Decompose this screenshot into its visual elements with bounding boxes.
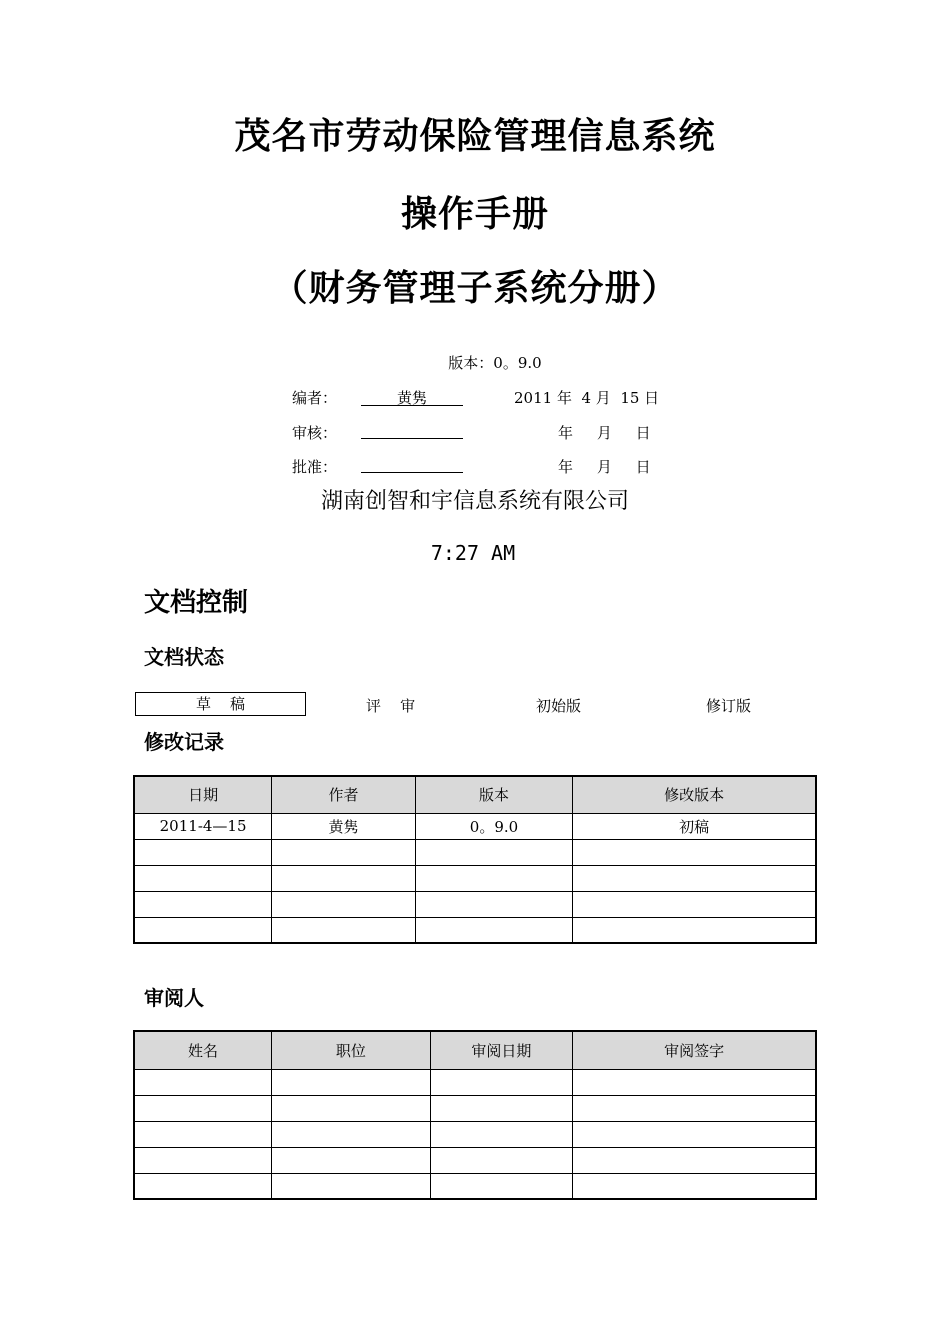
table-row bbox=[134, 1121, 816, 1147]
cell-change-version bbox=[573, 839, 816, 865]
cell-change-version bbox=[573, 891, 816, 917]
cell-version: 0。9.0 bbox=[415, 813, 573, 839]
cell-author: 黄隽 bbox=[272, 813, 416, 839]
doc-control-heading: 文档控制 bbox=[144, 588, 249, 618]
status-option-revised[interactable]: 修订版 bbox=[706, 697, 752, 715]
col-change-version: 修改版本 bbox=[573, 776, 816, 813]
cell-name bbox=[134, 1147, 272, 1173]
status-option-review[interactable]: 评 审 bbox=[366, 697, 416, 715]
history-header-row bbox=[134, 776, 816, 813]
col-name: 姓名 bbox=[134, 1031, 272, 1069]
approver-label: 批准： bbox=[292, 458, 338, 476]
cell-version bbox=[415, 917, 573, 943]
cell-position bbox=[272, 1095, 431, 1121]
cell-review-date bbox=[430, 1095, 573, 1121]
cell-review-signature bbox=[573, 1121, 816, 1147]
cell-date bbox=[134, 891, 272, 917]
reviewer-underline bbox=[361, 438, 463, 439]
cell-author bbox=[272, 917, 416, 943]
version-text: 版本：0。9.0 bbox=[448, 354, 542, 372]
approver-date: 年 月 日 bbox=[558, 458, 651, 476]
table-row bbox=[134, 1069, 816, 1095]
cell-review-date bbox=[430, 1147, 573, 1173]
reviewer-date: 年 月 日 bbox=[558, 424, 651, 442]
editor-underline bbox=[361, 405, 463, 406]
cell-review-date bbox=[430, 1069, 573, 1095]
cell-author bbox=[272, 865, 416, 891]
cell-version bbox=[415, 891, 573, 917]
editor-name: 黄隽 bbox=[397, 389, 428, 407]
cell-review-date bbox=[430, 1121, 573, 1147]
status-option-initial[interactable]: 初始版 bbox=[536, 697, 582, 715]
col-version: 版本 bbox=[415, 776, 573, 813]
time-stamp: 7:27 AM bbox=[430, 541, 516, 565]
document-volume-title: （财务管理子系统分册） bbox=[271, 268, 679, 309]
document-subtitle: 操作手册 bbox=[400, 194, 549, 235]
reviewers-heading: 审阅人 bbox=[144, 986, 204, 1010]
doc-status-heading: 文档状态 bbox=[144, 645, 224, 669]
cell-date bbox=[134, 917, 272, 943]
cell-review-signature bbox=[573, 1173, 816, 1199]
cell-name bbox=[134, 1069, 272, 1095]
cell-position bbox=[272, 1121, 431, 1147]
cell-review-date bbox=[430, 1173, 573, 1199]
col-position: 职位 bbox=[272, 1031, 431, 1069]
col-review-date: 审阅日期 bbox=[430, 1031, 573, 1069]
editor-date: 2011 年 4 月 15 日 bbox=[514, 389, 660, 407]
table-row bbox=[134, 917, 816, 943]
cell-date bbox=[134, 839, 272, 865]
reviewer-label: 审核： bbox=[292, 424, 338, 442]
cell-change-version bbox=[573, 865, 816, 891]
status-option-draft[interactable]: 草 稿 bbox=[135, 692, 306, 716]
cell-position bbox=[272, 1069, 431, 1095]
reviewers-table bbox=[133, 1030, 817, 1200]
table-row bbox=[134, 1095, 816, 1121]
col-date: 日期 bbox=[134, 776, 272, 813]
history-table bbox=[133, 775, 817, 944]
cell-author bbox=[272, 891, 416, 917]
editor-label: 编者： bbox=[292, 389, 338, 407]
cell-name bbox=[134, 1173, 272, 1199]
table-row bbox=[134, 1147, 816, 1173]
company-name: 湖南创智和宇信息系统有限公司 bbox=[320, 489, 629, 514]
cell-date: 2011-4—15 bbox=[134, 813, 272, 839]
cell-change-version bbox=[573, 917, 816, 943]
cell-review-signature bbox=[573, 1095, 816, 1121]
col-author: 作者 bbox=[272, 776, 416, 813]
table-row bbox=[134, 891, 816, 917]
cell-date bbox=[134, 865, 272, 891]
cell-author bbox=[272, 839, 416, 865]
cell-version bbox=[415, 839, 573, 865]
history-heading: 修改记录 bbox=[144, 730, 224, 754]
document-title: 茂名市劳动保险管理信息系统 bbox=[234, 116, 716, 157]
table-row bbox=[134, 813, 816, 839]
cell-position bbox=[272, 1173, 431, 1199]
cell-name bbox=[134, 1121, 272, 1147]
col-review-signature: 审阅签字 bbox=[573, 1031, 816, 1069]
table-row bbox=[134, 865, 816, 891]
cell-position bbox=[272, 1147, 431, 1173]
cell-review-signature bbox=[573, 1147, 816, 1173]
cell-change-version: 初稿 bbox=[573, 813, 816, 839]
reviewers-header-row bbox=[134, 1031, 816, 1069]
cell-review-signature bbox=[573, 1069, 816, 1095]
cell-version bbox=[415, 865, 573, 891]
table-row bbox=[134, 839, 816, 865]
cell-name bbox=[134, 1095, 272, 1121]
approver-underline bbox=[361, 472, 463, 473]
table-row bbox=[134, 1173, 816, 1199]
